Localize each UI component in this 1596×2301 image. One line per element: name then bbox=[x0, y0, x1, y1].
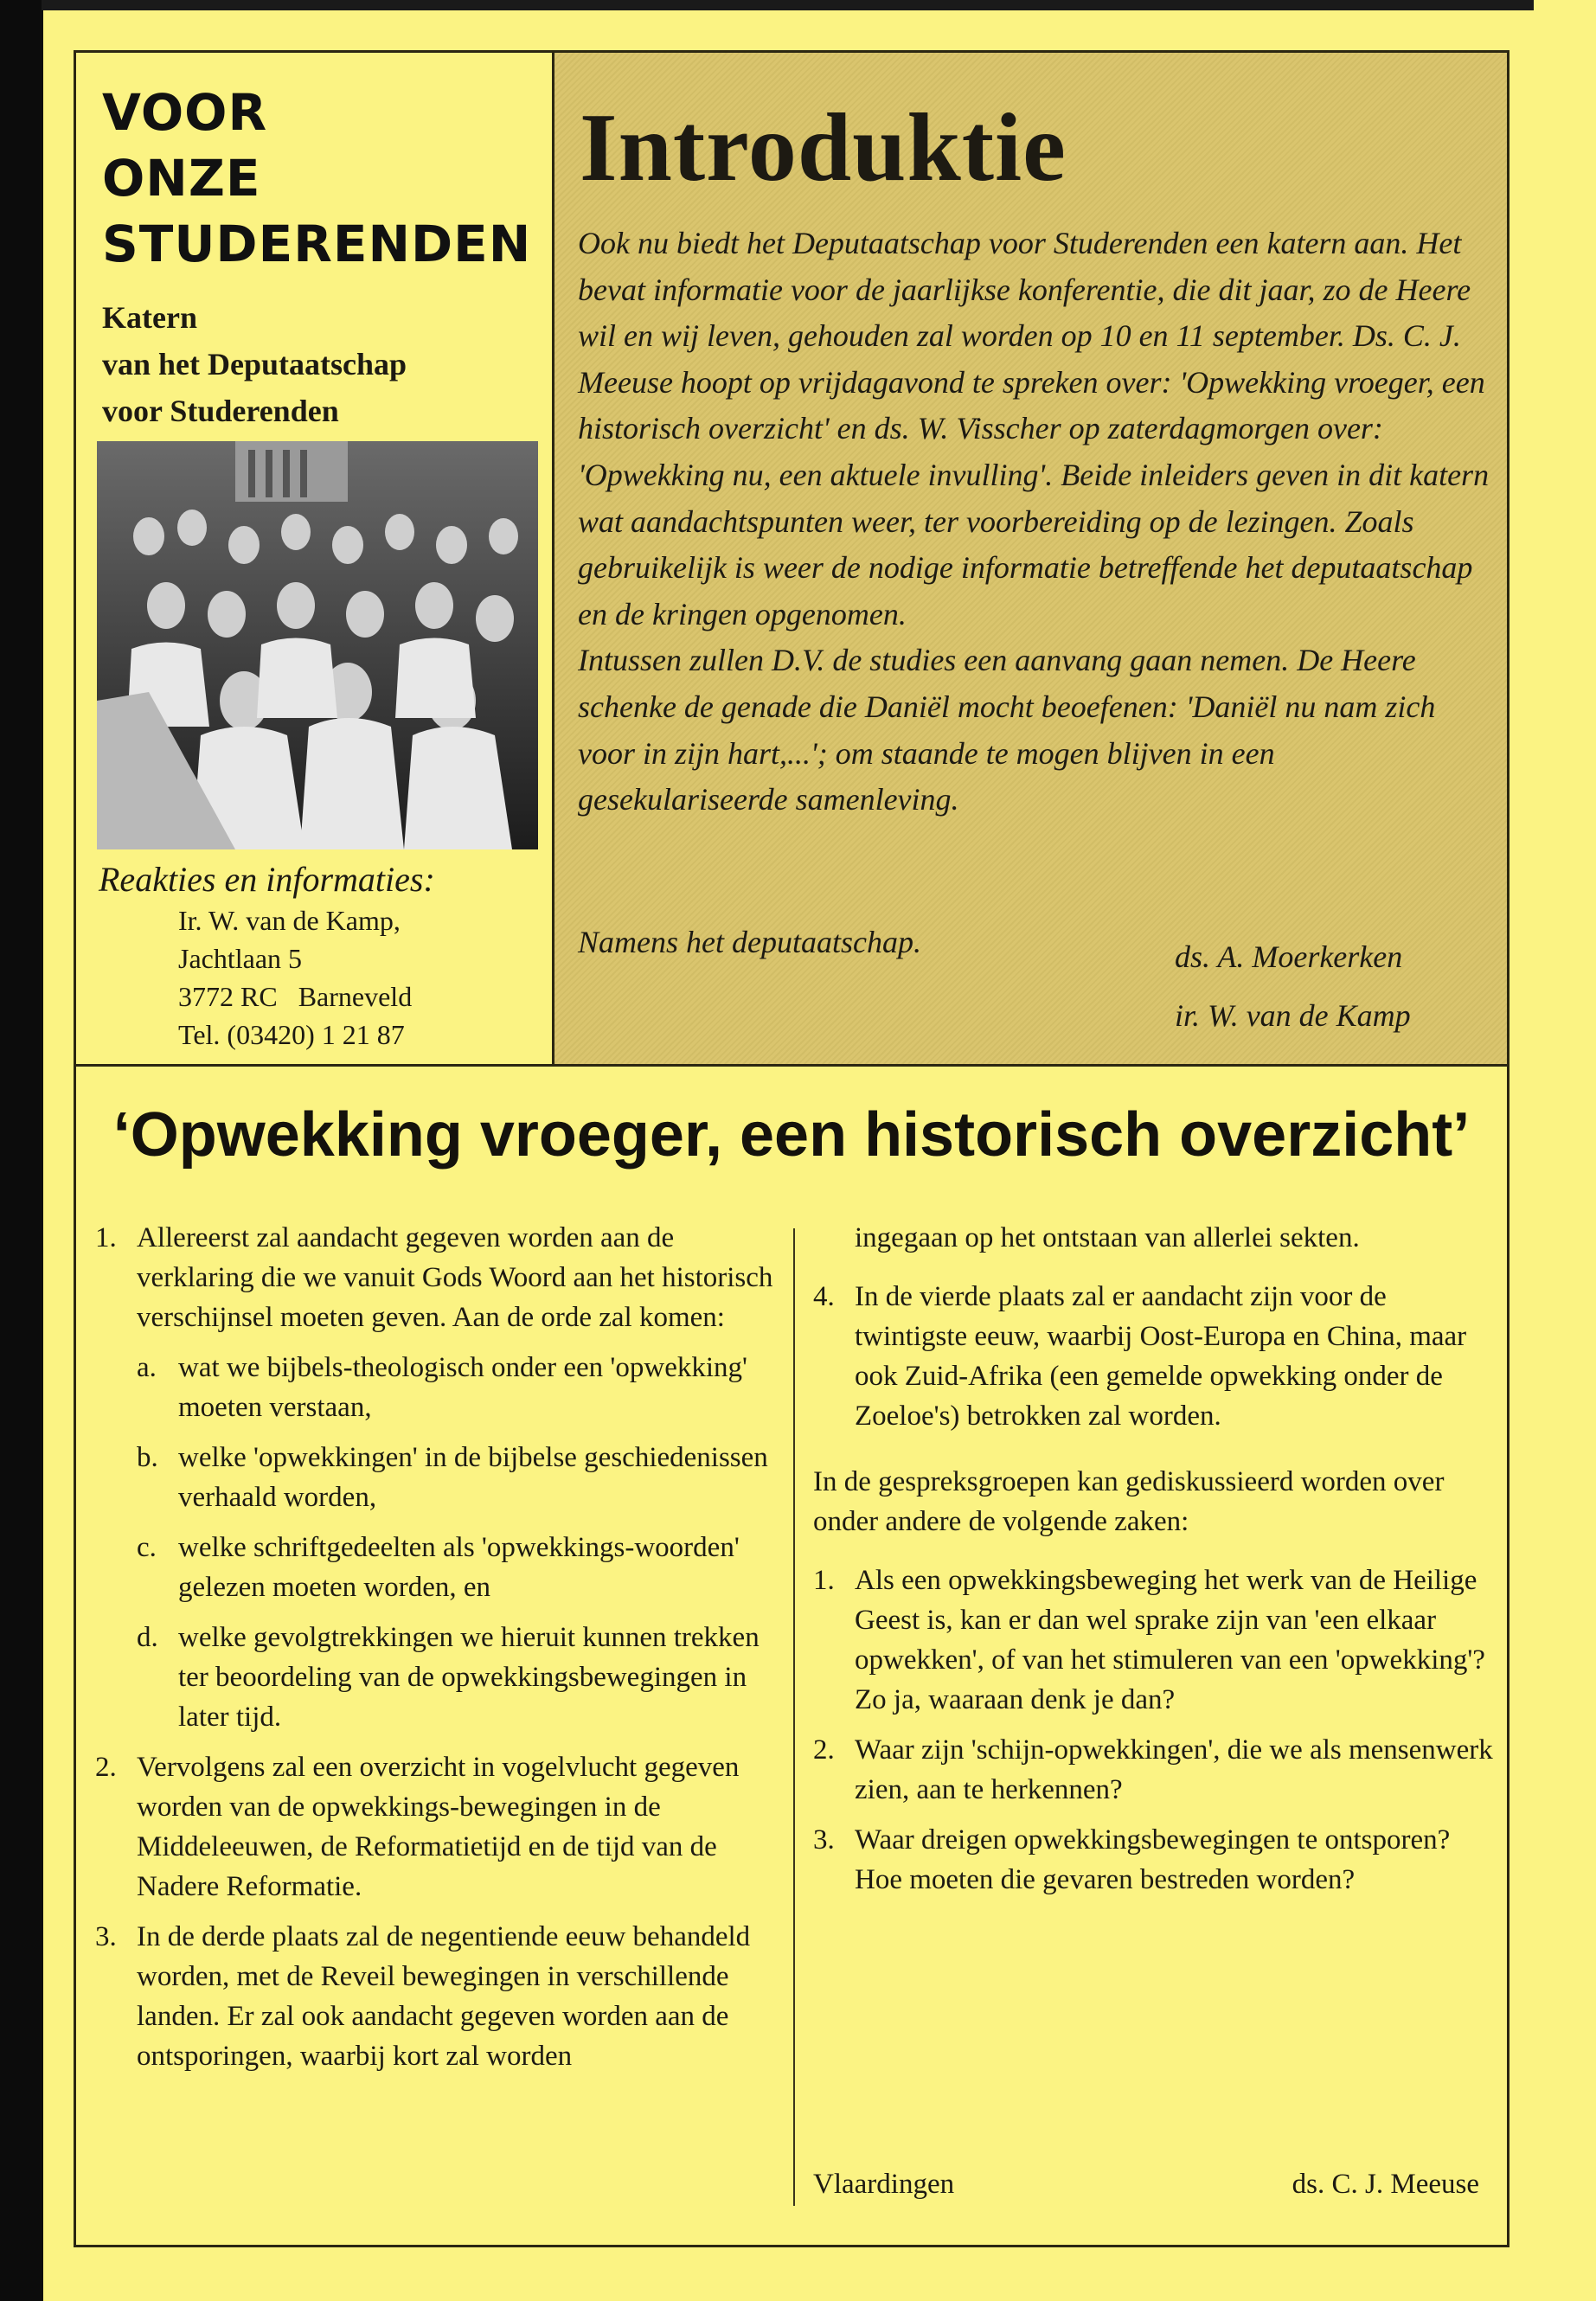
series-title-line: VOOR bbox=[102, 83, 268, 142]
list-number: 3. bbox=[95, 1921, 117, 1952]
sub-list-item bbox=[95, 1348, 779, 1427]
column-divider bbox=[793, 1228, 795, 2206]
list-text: In de vierde plaats zal er aandacht zijn voor de twintigste eeuw, waarbij Oost-Europa en China, maar ook Zuid-Afrika (een gemelde opwekking onder de Zoeloe's) betrokken zal worden. bbox=[855, 1281, 1467, 1432]
signature-place: Vlaardingen bbox=[813, 2169, 955, 2200]
series-title-line: ONZE bbox=[102, 149, 261, 208]
sub-list-item bbox=[95, 1438, 779, 1517]
katern-line: van het Deputaatschap bbox=[102, 347, 407, 381]
sub-list-text: welke 'opwekkingen' in de bijbelse geschiedenissen verhaald worden, bbox=[178, 1442, 768, 1513]
list-item bbox=[95, 1747, 779, 1907]
intro-text bbox=[578, 221, 1491, 824]
address-line: Tel. (03420) 1 21 87 bbox=[178, 1019, 405, 1050]
list-text: Vervolgens zal een overzicht in vogelvlucht gegeven worden van de opwekkings-bewegingen in de Middeleeuwen, de Reformatietijd en de tijd van de Nadere Reformatie. bbox=[137, 1752, 740, 1902]
signature-author: ds. C. J. Meeuse bbox=[1292, 2169, 1479, 2200]
list-item bbox=[95, 1917, 779, 2076]
scan-edge-left bbox=[0, 0, 43, 2301]
list-item-continued: ingegaan op het ontstaan van allerlei sekten. bbox=[855, 1222, 1360, 1253]
question-number: 3. bbox=[813, 1824, 835, 1856]
contact-address bbox=[178, 901, 548, 1054]
list-item bbox=[813, 1277, 1497, 1436]
signer-name: ir. W. van de Kamp bbox=[1175, 998, 1411, 1033]
question-text: Waar zijn 'schijn-opwekkingen', die we als mensenwerk zien, aan te herkennen? bbox=[855, 1734, 1493, 1805]
address-line: Ir. W. van de Kamp, bbox=[178, 905, 401, 936]
question-number: 1. bbox=[813, 1565, 835, 1596]
sub-list-text: wat we bijbels-theologisch onder een 'opwekking' moeten verstaan, bbox=[178, 1352, 747, 1423]
sub-list-letter: a. bbox=[137, 1352, 157, 1383]
list-number: 1. bbox=[95, 1222, 117, 1253]
question-item bbox=[813, 1561, 1497, 1720]
list-text: In de derde plaats zal de negentiende eeuw behandeld worden, met de Reveil bewegingen in verschillende landen. Er zal ook aandacht gegeven worden aan de ontsporingen, waarbij kort zal worden bbox=[137, 1921, 751, 2072]
section-divider bbox=[74, 1064, 1509, 1067]
article-column-left bbox=[95, 1218, 779, 2086]
list-text: Allereerst zal aandacht gegeven worden aan de verklaring die we vanuit Gods Woord aan het historisch verschijnsel moeten geven. Aan de orde zal komen: bbox=[137, 1222, 773, 1333]
intro-closing: Namens het deputaatschap. bbox=[578, 925, 921, 959]
list-number: 2. bbox=[95, 1752, 117, 1783]
discussion-intro: In de gespreksgroepen kan gediskussieerd worden over onder andere de volgende zaken: bbox=[813, 1466, 1445, 1537]
sub-list-letter: c. bbox=[137, 1532, 157, 1563]
signer-name: ds. A. Moerkerken bbox=[1175, 939, 1403, 974]
intro-signers bbox=[1175, 927, 1411, 1045]
intro-paragraph: Ook nu biedt het Deputaatschap voor Studerenden een katern aan. Het bevat informatie voor de jaarlijkse konferentie, die dit jaar, zo de Heere wil en wij leven, gehouden zal worden op 10 en 11 september. Ds. C. J. Meeuse hoopt op vrijdagavond te spreken over: 'Opwekking vroeger, een historisch overzicht' en ds. W. Visscher op zaterdagmorgen over: 'Opwekking nu, een aktuele invulling'. Beide inleiders geven in dit katern wat aandachtspunten weer, ter voorbereiding op de lezingen. Zoals gebruikelijk is weer de nodige informatie betreffende het deputaatschap en de kringen opgenomen. bbox=[578, 226, 1490, 631]
list-number: 4. bbox=[813, 1281, 835, 1312]
article-column-right bbox=[813, 1218, 1497, 1910]
contact-label: Reakties en informaties: bbox=[99, 860, 435, 899]
question-number: 2. bbox=[813, 1734, 835, 1766]
sub-list-letter: b. bbox=[137, 1442, 158, 1473]
sub-list-text: welke schriftgedeelten als 'opwekkings-woorden' gelezen moeten worden, en bbox=[178, 1532, 740, 1603]
series-header bbox=[102, 80, 535, 434]
article-title: ‘Opwekking vroeger, een historisch overzicht’ bbox=[112, 1100, 1471, 1170]
question-text: Waar dreigen opwekkingsbewegingen te ontsporen? Hoe moeten die gevaren bestreden worden? bbox=[855, 1824, 1451, 1895]
question-item bbox=[813, 1730, 1497, 1810]
katern-line: Katern bbox=[102, 300, 197, 335]
address-line: 3772 RC Barneveld bbox=[178, 981, 413, 1012]
sub-list-letter: d. bbox=[137, 1622, 158, 1653]
sub-list-item bbox=[95, 1618, 779, 1737]
question-text: Als een opwekkingsbeweging het werk van de Heilige Geest is, kan er dan wel sprake zijn van 'een elkaar opwekken', of van het stimuleren van een 'opwekking'? Zo ja, waaraan denk je dan? bbox=[855, 1565, 1485, 1715]
sub-list-text: welke gevolgtrekkingen we hieruit kunnen trekken ter beoordeling van de opwekkingsbewegingen in later tijd. bbox=[178, 1622, 760, 1733]
sub-list-item bbox=[95, 1528, 779, 1607]
address-line: Jachtlaan 5 bbox=[178, 943, 303, 974]
audience-photo-image bbox=[97, 441, 538, 849]
series-title-line: STUDERENDEN bbox=[102, 215, 532, 273]
scan-edge-top bbox=[42, 0, 1534, 10]
list-item bbox=[95, 1218, 779, 1337]
contact-block bbox=[99, 858, 548, 1054]
katern-subtitle bbox=[102, 294, 535, 434]
audience-photo bbox=[97, 441, 538, 849]
intro-title: Introduktie bbox=[580, 94, 1067, 202]
intro-paragraph: Intussen zullen D.V. de studies een aanvang gaan nemen. De Heere schenke de genade die Daniël mocht beoefenen: 'Daniël nu nam zich voor in zijn hart,...'; om staande te mogen blijven in een gesekulariseerde samenleving. bbox=[578, 643, 1436, 817]
katern-line: voor Studerenden bbox=[102, 394, 339, 428]
question-item bbox=[813, 1820, 1497, 1900]
series-title bbox=[102, 80, 535, 277]
